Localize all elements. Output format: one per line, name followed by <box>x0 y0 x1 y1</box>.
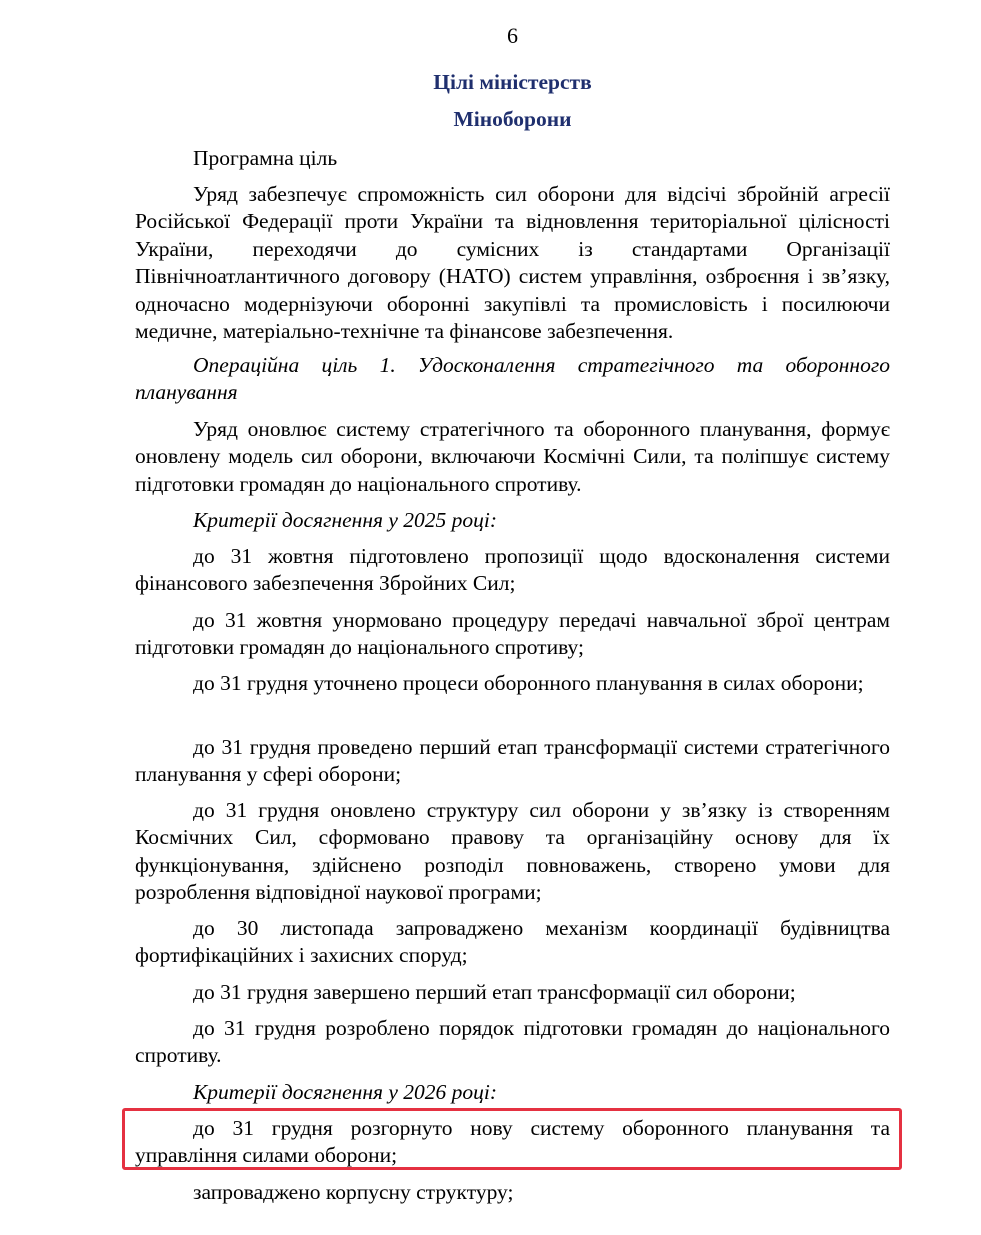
highlight-box <box>122 1108 902 1170</box>
program-goal-label: Програмна ціль <box>193 146 338 170</box>
criteria-2025-label: Критерії досягнення у 2025 році: <box>193 508 498 532</box>
criteria-2025-item: до 31 жовтня підготовлено пропозиції щодо вдосконалення системи фінансового забезпечення Збройних Сил; <box>135 544 890 596</box>
section-heading-ministry-of-defence: Міноборони <box>453 107 572 131</box>
operational-goal-text: Уряд оновлює систему стратегічного та оборонного планування, формує оновлену модель сил оборони, включаючи Космічні Сили, та поліпшує систему підготовки громадян до національного спротиву. <box>135 417 890 496</box>
criteria-2025-item: до 31 грудня розроблено порядок підготовки громадян до національного спротиву. <box>135 1016 890 1068</box>
criteria-2025-item: до 31 грудня оновлено структуру сил оборони у зв’язку із створенням Космічних Сил, сформовано правову та організаційну основу для їх функціонування, здійснено розподіл повноважень, створено умови для розроблення відповідної наукової програми; <box>135 798 890 905</box>
program-goal-text: Уряд забезпечує спроможність сил оборони для відсічі збройній агресії Російської Федерації проти України та відновлення територіальної цілісності України, переходячи до сумісних із стандартами Організації Північноатлантичного договору (НАТО) систем управління, озброєння і зв’язку, одночасно модернізуючи оборонні закупівлі та промисловість і посилюючи медичне, матеріально-технічне та фінансове забезпечення. <box>135 182 890 344</box>
criteria-2026-item: запроваджено корпусну структуру; <box>193 1180 514 1204</box>
criteria-2026-label: Критерії досягнення у 2026 році: <box>193 1080 498 1104</box>
operational-goal-title: Операційна ціль 1. Удосконалення стратегічного та оборонного планування <box>135 353 890 405</box>
criteria-2026-item-highlighted: до 31 грудня розгорнуто нову систему оборонного планування та управління силами оборони; <box>135 1116 890 1168</box>
criteria-2025-item: до 31 грудня проведено перший етап трансформації системи стратегічного планування у сфері оборони; <box>135 735 890 787</box>
section-heading-ministries: Цілі міністерств <box>433 70 592 94</box>
criteria-2025-item: до 31 жовтня унормовано процедуру передачі навчальної зброї центрам підготовки громадян до національного спротиву; <box>135 608 890 660</box>
criteria-2025-item: до 30 листопада запроваджено механізм координації будівництва фортифікаційних і захисних споруд; <box>135 916 890 968</box>
criteria-2025-item: до 31 грудня уточнено процеси оборонного планування в силах оборони; <box>193 671 864 695</box>
page-number: 6 <box>507 23 518 48</box>
criteria-2025-item: до 31 грудня завершено перший етап трансформації сил оборони; <box>193 980 796 1004</box>
